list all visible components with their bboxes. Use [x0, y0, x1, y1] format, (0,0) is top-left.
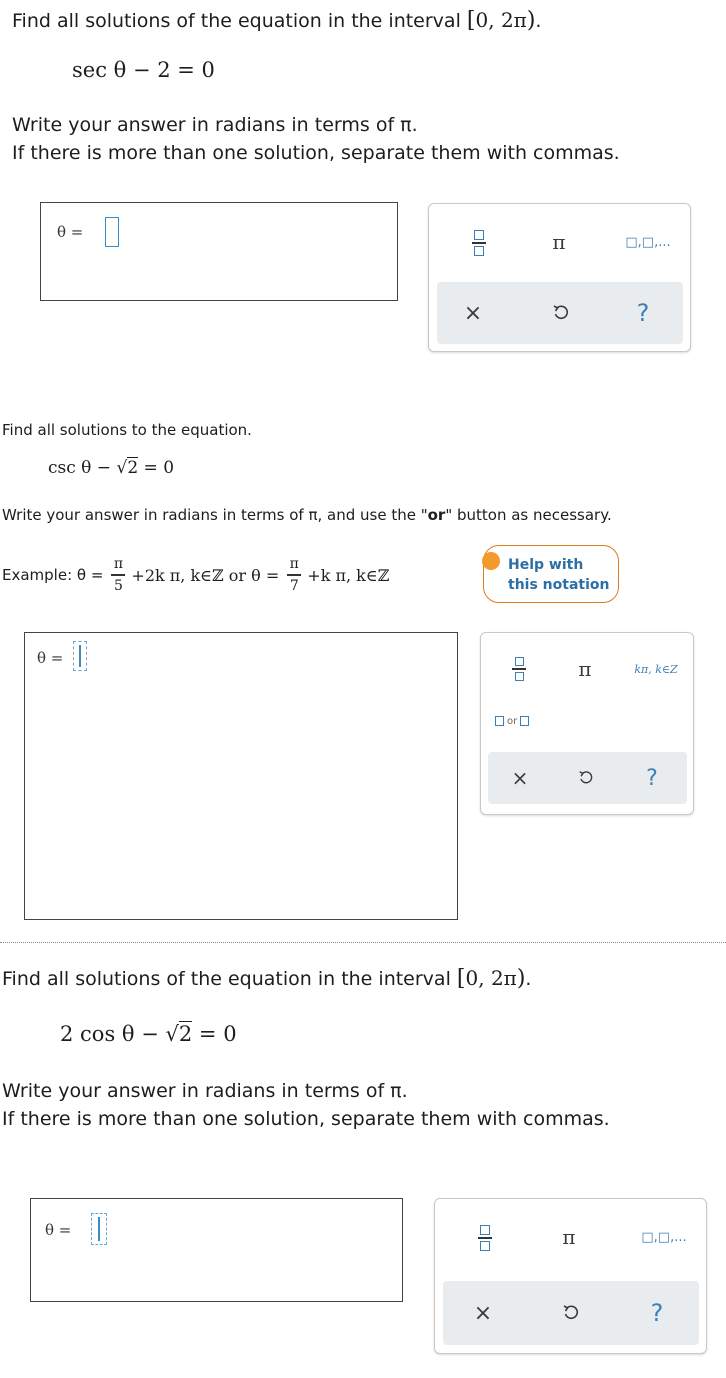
question-icon: ? [636, 299, 650, 327]
answer-input-slot[interactable] [105, 217, 119, 247]
theta-label: θ = [45, 1221, 72, 1239]
undo-icon [551, 303, 571, 323]
eq-suffix: = 0 [138, 458, 175, 478]
question-icon: ? [650, 1299, 664, 1327]
ex-den1: 5 [113, 577, 123, 594]
problem1-answer-box[interactable] [40, 202, 398, 301]
list-button[interactable] [613, 224, 683, 260]
undo-button[interactable] [551, 1291, 591, 1335]
example-fraction-1 [111, 556, 125, 594]
help-button[interactable] [634, 758, 670, 798]
interval-body: 0, 2π [475, 8, 527, 32]
problem2-instruction [2, 506, 612, 524]
interval-body: 0, 2π [465, 966, 517, 990]
theta-label: θ = [57, 223, 84, 241]
problem2-palette [480, 632, 694, 815]
eq-suffix: = 0 [192, 1022, 237, 1046]
problem2-answer-box[interactable] [24, 632, 458, 920]
palette-action-bar [437, 282, 683, 344]
period: . [525, 968, 532, 990]
pi-button[interactable] [537, 222, 581, 262]
pi-icon: π [578, 657, 592, 681]
problem2-intro: Find all solutions to the equation. [2, 421, 252, 439]
interval-close: ) [516, 966, 526, 991]
ex-den2: 7 [289, 577, 299, 594]
example-part-2: +k π, k∈ℤ [307, 565, 390, 585]
problem3-equation [60, 1022, 237, 1046]
fraction-button[interactable] [459, 218, 499, 268]
sqrt-symbol: √ [165, 1022, 179, 1046]
list-icon: □,□,... [641, 1229, 687, 1245]
help-button[interactable] [623, 292, 663, 334]
problem1-palette [428, 203, 691, 352]
interval-close: ) [526, 8, 536, 33]
fraction-icon [478, 1225, 492, 1251]
problem1-intro-text: Find all solutions of the equation in the interval [12, 10, 461, 32]
clear-button[interactable] [463, 1291, 503, 1335]
instr-after: " button as necessary. [445, 506, 612, 524]
example-label: Example: θ = [2, 566, 104, 584]
cursor [79, 645, 81, 667]
or-icon [495, 716, 529, 727]
help-with-notation-button[interactable] [483, 545, 619, 603]
help-line-1: Help with [508, 557, 584, 573]
palette-action-bar [488, 752, 687, 804]
problem1-instruction-1: Write your answer in radians in terms of π. [12, 114, 418, 136]
or-button[interactable] [495, 707, 529, 735]
problem3-palette [434, 1198, 707, 1354]
undo-button[interactable] [541, 292, 581, 334]
undo-button[interactable] [568, 758, 604, 798]
ex-num2: π [289, 556, 299, 573]
problem3-intro [2, 966, 531, 991]
problem1-equation: sec θ − 2 = 0 [72, 58, 215, 82]
ex-num1: π [113, 556, 124, 573]
clear-button[interactable] [502, 758, 538, 798]
clear-button[interactable] [453, 292, 493, 334]
fraction-icon [472, 230, 486, 256]
eq-prefix: 2 cos θ − [60, 1022, 166, 1046]
problem3-instruction-2: If there is more than one solution, separate them with commas. [2, 1108, 610, 1130]
instr-before: Write your answer in radians in terms of π, and use the " [2, 506, 428, 524]
pi-button[interactable] [547, 1217, 591, 1257]
sqrt-symbol: √ [116, 458, 128, 478]
fraction-button[interactable] [501, 645, 537, 693]
k-pi-button[interactable] [621, 649, 691, 689]
pi-icon: π [552, 230, 566, 254]
interval-open: [ [466, 8, 476, 33]
eq-prefix: csc θ − [48, 458, 117, 478]
fraction-button[interactable] [465, 1213, 505, 1263]
pi-icon: π [562, 1225, 576, 1249]
problem3-instruction-1: Write your answer in radians in terms of π. [2, 1080, 408, 1102]
close-icon: × [463, 300, 483, 326]
eq-radicand: 2 [178, 1022, 193, 1046]
cursor [98, 1217, 100, 1241]
list-button[interactable] [627, 1219, 701, 1255]
problem3-answer-box[interactable] [30, 1198, 403, 1302]
palette-action-bar [443, 1281, 699, 1345]
problem2-equation [48, 458, 174, 478]
help-line-2: this notation [508, 577, 610, 593]
eq-radicand: 2 [127, 458, 139, 478]
or-text: or [507, 715, 518, 727]
question-icon: ? [646, 765, 658, 791]
fraction-icon [512, 657, 526, 681]
instr-or-word: or [427, 506, 446, 524]
close-icon: × [511, 766, 529, 790]
example-fraction-2 [287, 556, 301, 594]
period: . [535, 10, 542, 32]
problem3-intro-text: Find all solutions of the equation in the interval [2, 968, 451, 990]
problem2-example [2, 555, 389, 595]
problem1-intro [12, 8, 541, 33]
theta-label: θ = [37, 649, 64, 667]
lightbulb-icon [482, 552, 500, 570]
list-icon: □,□,... [625, 234, 671, 250]
close-icon: × [473, 1300, 493, 1326]
pi-button[interactable] [565, 649, 605, 689]
interval-open: [ [456, 966, 466, 991]
undo-icon [561, 1303, 581, 1323]
help-button[interactable] [637, 1291, 677, 1335]
problem1-instruction-2: If there is more than one solution, separate them with commas. [12, 142, 620, 164]
example-part-1: +2k π, k∈ℤ or θ = [131, 565, 280, 585]
section-divider [0, 942, 726, 943]
undo-icon [577, 769, 595, 787]
k-pi-icon: kπ, k∈Z [634, 662, 678, 676]
